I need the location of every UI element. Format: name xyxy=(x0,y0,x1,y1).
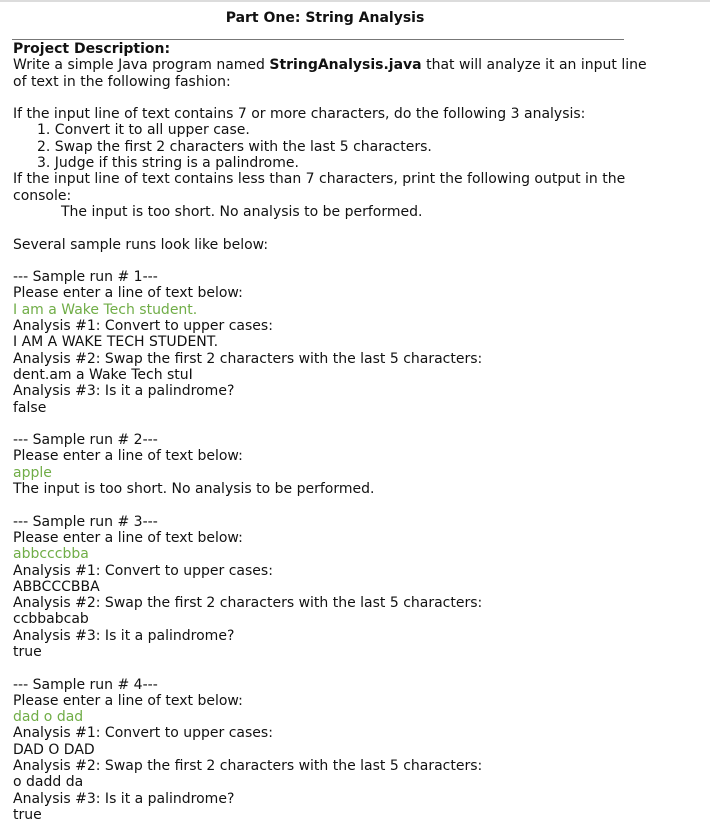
run-output: ABBCCCBBA xyxy=(13,578,100,595)
run-header: --- Sample run # 2--- xyxy=(13,432,158,449)
rule-item: 2. Swap the first 2 characters with the last 5 characters. xyxy=(37,138,432,155)
run-output: ccbbabcab xyxy=(13,611,89,628)
sample-intro: Several sample runs look like below: xyxy=(13,236,269,253)
run-prompt: Please enter a line of text below: xyxy=(13,692,243,709)
run-output: Analysis #2: Swap the first 2 characters with the last 5 characters: xyxy=(13,350,483,367)
run-output: o dadd da xyxy=(13,774,84,791)
rule-item: 3. Judge if this string is a palindrome. xyxy=(37,155,299,172)
run-output: Analysis #1: Convert to upper cases: xyxy=(13,562,273,579)
top-border xyxy=(0,0,710,2)
short-message: The input is too short. No analysis to be performed. xyxy=(61,203,423,220)
description-line-1 xyxy=(13,57,647,74)
document-body xyxy=(13,41,647,823)
rule-short-input-cont: console: xyxy=(13,187,72,204)
rule-long-input: If the input line of text contains 7 or more characters, do the following 3 analysis: xyxy=(13,106,586,123)
run-output: true xyxy=(13,806,42,823)
description-heading: Project Description: xyxy=(13,41,171,57)
title-divider xyxy=(12,39,624,40)
run-output: Analysis #3: Is it a palindrome? xyxy=(13,383,235,400)
run-user-input: abbcccbba xyxy=(13,546,89,563)
run-user-input: dad o dad xyxy=(13,709,84,726)
run-output: Analysis #2: Swap the first 2 characters with the last 5 characters: xyxy=(13,758,483,775)
run-header: --- Sample run # 4--- xyxy=(13,676,158,693)
rule-short-input: If the input line of text contains less than 7 characters, print the following output in the xyxy=(13,171,626,188)
description-line-2: of text in the following fashion: xyxy=(13,73,231,90)
run-output: Analysis #3: Is it a palindrome? xyxy=(13,790,235,807)
run-header: --- Sample run # 3--- xyxy=(13,513,158,530)
run-output: Analysis #3: Is it a palindrome? xyxy=(13,627,235,644)
run-header: --- Sample run # 1--- xyxy=(13,269,158,286)
description-text: Write a simple Java program named xyxy=(13,57,270,74)
run-prompt: Please enter a line of text below: xyxy=(13,285,243,302)
run-output: Analysis #1: Convert to upper cases: xyxy=(13,725,273,742)
run-output: true xyxy=(13,643,42,660)
run-prompt: Please enter a line of text below: xyxy=(13,529,243,546)
filename-bold: StringAnalysis.java xyxy=(269,57,422,74)
run-user-input: I am a Wake Tech student. xyxy=(13,301,198,318)
run-output: DAD O DAD xyxy=(13,741,95,758)
rule-item: 1. Convert it to all upper case. xyxy=(37,122,250,139)
run-output: Analysis #2: Swap the first 2 characters with the last 5 characters: xyxy=(13,595,483,612)
run-output: Analysis #1: Convert to upper cases: xyxy=(13,318,273,335)
run-prompt: Please enter a line of text below: xyxy=(13,448,243,465)
description-text: that will analyze it an input line xyxy=(421,57,647,74)
run-output: The input is too short. No analysis to be performed. xyxy=(13,481,375,498)
run-output: false xyxy=(13,399,47,416)
page-title: Part One: String Analysis xyxy=(225,10,425,26)
run-output: I AM A WAKE TECH STUDENT. xyxy=(13,334,219,351)
run-output: dent.am a Wake Tech stuI xyxy=(13,366,193,383)
run-user-input: apple xyxy=(13,464,52,481)
